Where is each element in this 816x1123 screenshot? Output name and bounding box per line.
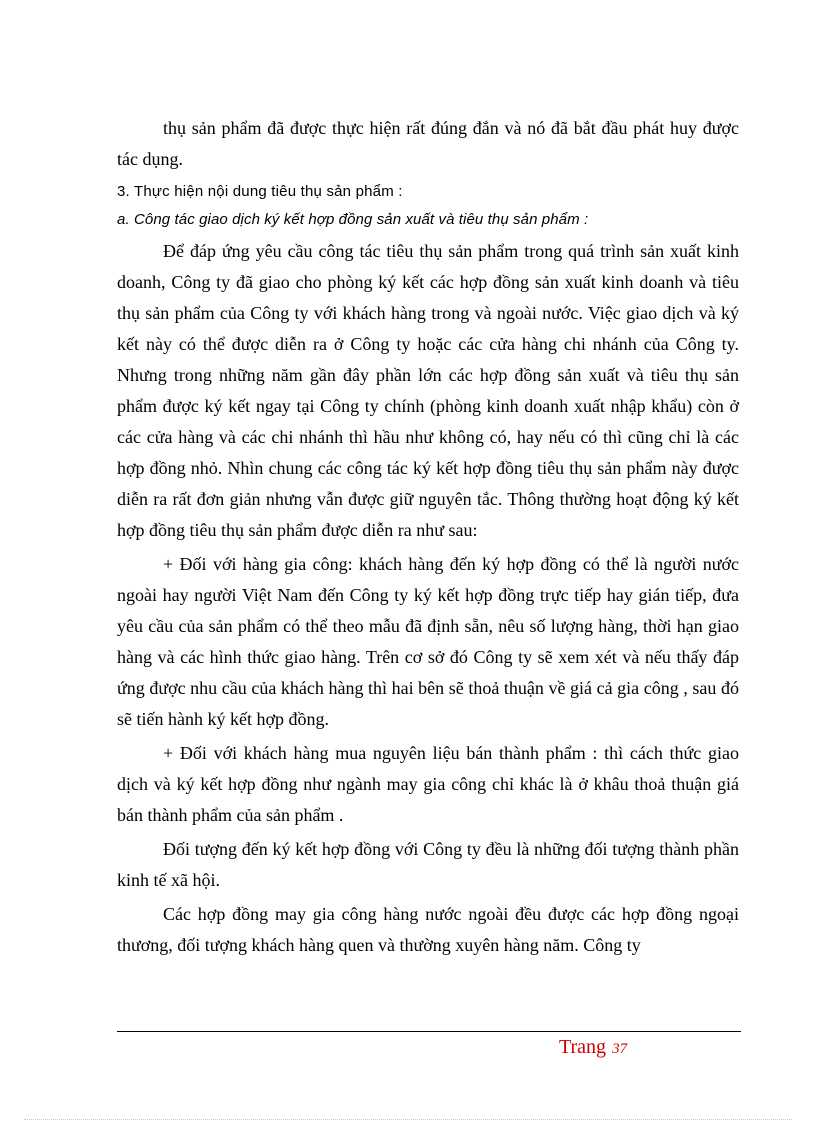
page-bottom-border — [24, 1119, 792, 1120]
section-heading: 3. Thực hiện nội dung tiêu thụ sản phẩm : — [117, 183, 403, 200]
page-label: Trang — [559, 1036, 607, 1058]
footer-divider — [117, 1031, 741, 1032]
body-paragraph: Đối tượng đến ký kết hợp đồng với Công ty đều là những đối tượng thành phần kinh tế xã hội. — [117, 839, 739, 890]
body-paragraph: + Đối với hàng gia công: khách hàng đến ký hợp đồng có thể là người nước ngoài hay người Việt Nam đến Công ty ký kết hợp đồng trực tiếp hay gián tiếp, đưa yêu cầu của sản phẩm có thể theo mẫu đã định sẵn, nêu số lượng hàng, thời hạn giao hàng và các hình thức giao hàng. Trên cơ sở đó Công ty sẽ xem xét và nếu thấy đáp ứng được nhu cầu của khách hàng thì hai bên sẽ thoả thuận về giá cả gia công , sau đó sẽ tiến hành ký kết hợp đồng. — [117, 554, 739, 729]
body-paragraph: + Đối với khách hàng mua nguyên liệu bán thành phẩm : thì cách thức giao dịch và ký kết hợp đồng như ngành may gia công chỉ khác là ở khâu thoả thuận giá bán thành phẩm của sản phẩm . — [117, 743, 739, 825]
body-paragraph: Các hợp đồng may gia công hàng nước ngoài đều được các hợp đồng ngoại thương, đối tượng khách hàng quen và thường xuyên hàng năm. Công ty — [117, 904, 739, 955]
intro-paragraph: thụ sản phẩm đã được thực hiện rất đúng đắn và nó đã bắt đầu phát huy được tác dụng. — [117, 118, 739, 169]
page-number: 37 — [612, 1041, 628, 1057]
body-paragraph: Để đáp ứng yêu cầu công tác tiêu thụ sản phẩm trong quá trình sản xuất kinh doanh, Công ty đã giao cho phòng ký kết các hợp đồng sản xuất kinh doanh và tiêu thụ sản phẩm của Công ty với khách hàng trong và ngoài nước. Việc giao dịch và ký kết này có thể được diễn ra ở Công ty hoặc các cửa hàng chi nhánh của Công ty. Nhưng trong những năm gần đây phần lớn các hợp đồng sản xuất và tiêu thụ sản phẩm được ký kết ngay tại Công ty chính (phòng kinh doanh xuất nhập khẩu) còn ở các cửa hàng và các chi nhánh thì hầu như không có, hay nếu có thì cũng chỉ là các hợp đồng nhỏ. Nhìn chung các công tác ký kết hợp đồng tiêu thụ sản phẩm này được diễn ra rất đơn giản nhưng vẫn được giữ nguyên tắc. Thông thường hoạt động ký kết hợp đồng tiêu thụ sản phẩm được diễn ra như sau: — [117, 241, 739, 540]
page-body — [117, 113, 739, 964]
page-footer — [559, 1036, 627, 1064]
subsection-heading: a. Công tác giao dịch ký kết hợp đồng sản xuất và tiêu thụ sản phẩm : — [117, 211, 589, 228]
